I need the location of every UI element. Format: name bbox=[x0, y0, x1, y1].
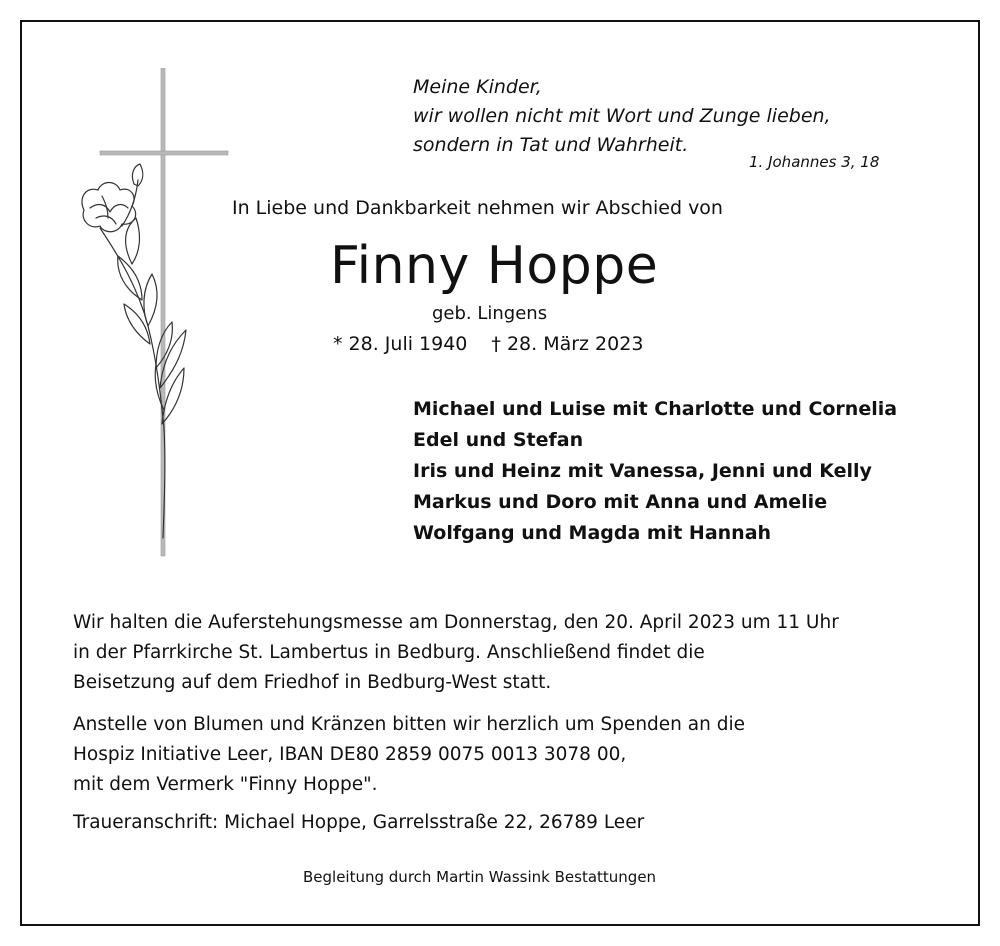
service-paragraph bbox=[73, 608, 839, 698]
mourner-line: Wolfgang und Magda mit Hannah bbox=[413, 522, 772, 544]
birth-date: * 28. Juli 1940 bbox=[333, 333, 468, 355]
verse-line: Meine Kinder, bbox=[413, 76, 542, 98]
life-dates bbox=[333, 333, 643, 355]
mourner-line: Edel und Stefan bbox=[413, 429, 584, 451]
donation-line: mit dem Vermerk "Finny Hoppe". bbox=[73, 774, 378, 795]
mourner-line: Michael und Luise mit Charlotte und Cornelia bbox=[413, 398, 898, 420]
intro-text: In Liebe und Dankbarkeit nehmen wir Abschied von bbox=[232, 197, 723, 219]
donation-line: Anstelle von Blumen und Kränzen bitten wir herzlich um Spenden an die bbox=[73, 714, 745, 735]
verse-line: wir wollen nicht mit Wort und Zunge lieben, bbox=[413, 105, 831, 127]
cross-with-flower-art bbox=[60, 68, 240, 560]
flower-icon bbox=[82, 164, 186, 538]
mourner-line: Markus und Doro mit Anna und Amelie bbox=[413, 491, 828, 513]
mourner-line: Iris und Heinz mit Vanessa, Jenni und Kelly bbox=[413, 460, 872, 482]
bible-verse bbox=[413, 73, 831, 160]
service-line: in der Pfarrkirche St. Lambertus in Bedburg. Anschließend findet die bbox=[73, 642, 705, 663]
verse-reference: 1. Johannes 3, 18 bbox=[749, 153, 880, 171]
donation-paragraph bbox=[73, 710, 745, 800]
mourners-list bbox=[413, 394, 897, 549]
verse-line: sondern in Tat und Wahrheit. bbox=[413, 134, 689, 156]
mourning-address: Traueranschrift: Michael Hoppe, Garrelsstraße 22, 26789 Leer bbox=[73, 812, 645, 833]
service-line: Wir halten die Auferstehungsmesse am Donnerstag, den 20. April 2023 um 11 Uhr bbox=[73, 612, 839, 633]
deceased-name: Finny Hoppe bbox=[330, 236, 659, 296]
donation-line: Hospiz Initiative Leer, IBAN DE80 2859 0075 0013 3078 00, bbox=[73, 744, 627, 765]
maiden-name: geb. Lingens bbox=[432, 303, 548, 324]
service-line: Beisetzung auf dem Friedhof in Bedburg-West statt. bbox=[73, 672, 552, 693]
undertaker-credit: Begleitung durch Martin Wassink Bestattungen bbox=[303, 868, 657, 886]
death-date: † 28. März 2023 bbox=[491, 333, 644, 355]
